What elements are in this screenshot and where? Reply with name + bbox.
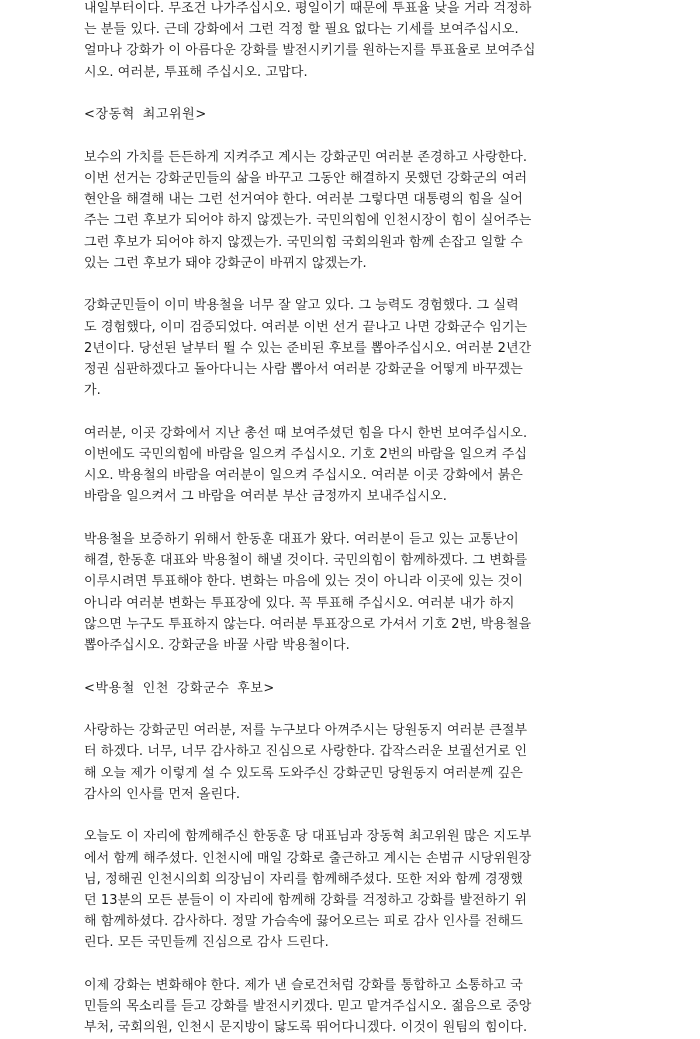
speaker-heading-park [84, 678, 612, 699]
text-line: 아니라 여러분 변화는 투표장에 있다. 꼭 투표해 주십시오. 여러분 내가 하지 [84, 595, 515, 611]
paragraph-park-1 [84, 720, 612, 805]
paragraph-spacer [84, 656, 612, 677]
text-line: 이루시려면 투표해야 한다. 변화는 마음에 있는 것이 아니라 이곳에 있는 것이 [84, 574, 523, 590]
paragraph-jang-3 [84, 423, 612, 508]
text-line: 는 분들 있다. 근데 강화에서 그런 걱정 할 필요 없다는 기세를 보여주십시오. [84, 22, 519, 38]
paragraph-spacer [84, 125, 612, 146]
paragraph-park-3 [84, 975, 612, 1039]
text-line: 사랑하는 강화군민 여러분, 저를 누구보다 아껴주시는 당원동지 여러분 큰절부 [84, 723, 528, 739]
speaker-heading-jang [84, 104, 612, 125]
text-line: 주는 그런 후보가 되어야 하지 않겠는가. 국민의힘에 인천시장이 힘이 실어주는 [84, 213, 532, 229]
text-line: 님, 정해권 인천시의회 의장님이 자리를 함께해주셨다. 또한 저와 함께 경쟁했 [84, 871, 523, 887]
text-line: 감사의 인사를 먼저 올린다. [84, 786, 241, 802]
paragraph-jang-1 [84, 147, 612, 274]
paragraph-intro-closing [84, 0, 612, 83]
text-line: 시오. 박용철의 바람을 여러분이 일으켜 주십시오. 여러분 이곳 강화에서 붉은 [84, 468, 523, 484]
text-line: 있는 그런 후보가 돼야 강화군이 바뀌지 않겠는가. [84, 255, 367, 271]
text-line: 던 13분의 모든 분들이 이 자리에 함께해 강화를 걱정하고 강화를 발전하기 위 [84, 893, 528, 909]
text-line: 바람을 일으켜서 그 바람을 여러분 부산 금정까지 보내주십시오. [84, 489, 447, 505]
speaker-heading-text: <장동혁 최고위원> [84, 107, 207, 123]
text-line: 오늘도 이 자리에 함께해주신 한동훈 당 대표님과 장동혁 최고위원 많은 지도부 [84, 829, 532, 845]
paragraph-spacer [84, 401, 612, 422]
paragraph-spacer [84, 699, 612, 720]
text-line: 보수의 가치를 든든하게 지켜주고 계시는 강화군민 여러분 존경하고 사랑한다. [84, 149, 528, 165]
document-body [84, 0, 612, 1039]
paragraph-spacer [84, 508, 612, 529]
text-line: 않으면 누구도 투표하지 않는다. 여러분 투표장으로 가셔서 기호 2번, 박용철을 [84, 616, 532, 632]
paragraph-park-2 [84, 826, 612, 953]
text-line: 그런 후보가 되어야 하지 않겠는가. 국민의힘 국회의원과 함께 손잡고 일할 수 [84, 234, 523, 250]
text-line: 해 함께하셨다. 감사하다. 정말 가슴속에 끓어오르는 피로 감사 인사를 전해드 [84, 914, 523, 930]
text-line: 에서 함께 해주셨다. 인천시에 매일 강화로 출근하고 계시는 손범규 시당위원장 [84, 850, 532, 866]
text-line: 이제 강화는 변화해야 한다. 제가 낸 슬로건처럼 강화를 통합하고 소통하고 국 [84, 978, 523, 994]
text-line: 도 경험했다, 이미 검증되었다. 여러분 이번 선거 끝나고 나면 강화군수 임기는 [84, 319, 528, 335]
paragraph-spacer [84, 274, 612, 295]
text-line: 박용철을 보증하기 위해서 한동훈 대표가 왔다. 여러분이 듣고 있는 교통난이 [84, 532, 519, 548]
paragraph-spacer [84, 83, 612, 104]
text-line: 현안을 해결해 내는 그런 선거여야 한다. 여러분 그렇다면 대통령의 힘을 실어 [84, 192, 523, 208]
text-line: 해 오늘 제가 이렇게 설 수 있도록 도와주신 강화군민 당원동지 여러분께 깊은 [84, 765, 523, 781]
paragraph-spacer [84, 954, 612, 975]
text-line: 내일부터이다. 무조건 나가주십시오. 평일이기 때문에 투표율 낮을 거라 걱정하 [84, 1, 532, 16]
text-line: 시오. 여러분, 투표해 주십시오. 고맙다. [84, 64, 308, 80]
text-line: 이번에도 국민의힘에 바람을 일으켜 주십시오. 기호 2번의 바람을 일으켜 주십 [84, 447, 528, 463]
text-line: 터 하겠다. 너무, 너무 감사하고 진심으로 사랑한다. 갑작스러운 보궐선거로 인 [84, 744, 528, 760]
paragraph-spacer [84, 805, 612, 826]
text-line: 민들의 목소리를 듣고 강화를 발전시키겠다. 믿고 맡겨주십시오. 젊음으로 중앙 [84, 999, 532, 1015]
paragraph-jang-4 [84, 529, 612, 656]
text-line: 부처, 국회의원, 인천시 문지방이 닳도록 뛰어다니겠다. 이것이 원팀의 힘이다. [84, 1020, 528, 1036]
text-line: 이번 선거는 강화군민들의 삶을 바꾸고 그동안 해결하지 못했던 강화군의 여러 [84, 171, 528, 186]
text-line: 정권 심판하겠다고 돌아다니는 사람 뽑아서 여러분 강화군을 어떻게 바꾸겠는 [84, 362, 523, 378]
paragraph-jang-2 [84, 295, 612, 401]
text-line: 린다. 모든 국민들께 진심으로 감사 드린다. [84, 935, 329, 951]
text-line: 뽑아주십시오. 강화군을 바꿀 사람 박용철이다. [84, 638, 350, 654]
text-line: 2년이다. 당선된 날부터 뛸 수 있는 준비된 후보를 뽑아주십시오. 여러분 2년간 [84, 340, 532, 356]
text-line: 여러분, 이곳 강화에서 지난 총선 때 보여주셨던 힘을 다시 한번 보여주십시오. [84, 425, 528, 441]
text-line: 얼마나 강화가 이 아름다운 강화를 발전시키기를 원하는지를 투표율로 보여주십 [84, 43, 536, 59]
text-line: 가. [84, 383, 101, 399]
text-line: 해결, 한동훈 대표와 박용철이 해낼 것이다. 국민의힘이 함께하겠다. 그 변화를 [84, 553, 528, 569]
speaker-heading-text: <박용철 인천 강화군수 후보> [84, 680, 275, 696]
text-line: 강화군민들이 이미 박용철을 너무 잘 알고 있다. 그 능력도 경험했다. 그 실력 [84, 298, 519, 314]
